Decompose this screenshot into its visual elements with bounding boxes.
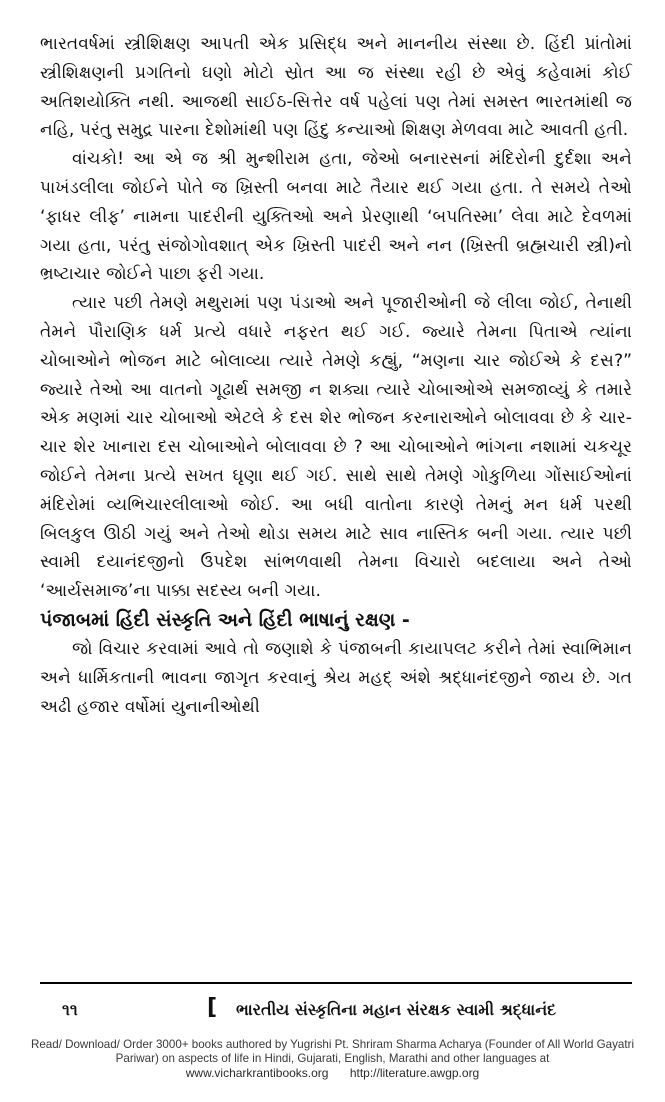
body-paragraph: ભારતવર્ષમાં સ્ત્રીશિક્ષણ આપતી એક પ્રસિદ્ધ અને માનનીય સંસ્થા છે. હિંદી પ્રાંતોમાં સ્ત્રીશિક્ષણની પ્રગતિનો ઘણો મોટો સ્રોત આ જ સંસ્થા રહી છે એવું કહેવામાં કોઈ અતિશયોક્તિ નથી. આજથી સાઈઠ-સિત્તેર વર્ષ પહેલાં પણ તેમાં સમસ્ત ભારતમાંથી જ નહિ, પરંતુ સમુદ્ર પારના દેશોમાંથી પણ હિંદુ કન્યાઓ શિક્ષણ મેળવવા માટે આવતી હતી. <box>40 34 632 141</box>
body-paragraph: જો વિચાર કરવામાં આવે તો જણાશે કે પંજાબની કાયાપલટ કરીને તેમાં સ્વાભિમાન અને ધાર્મિકતાની ભાવના જાગૃત કરવાનું શ્રેય મહદ્ અંશે શ્રદ્ધાનંદજીને જાય છે. ગત અઢી હજાર વર્ષોમાં યુનાનીઓથી <box>40 638 632 717</box>
credit-text: Read/ Download/ Order 3000+ books authored by Yugrishi Pt. Shriram Sharma Acharya (Founder of All World Gayatri Pariwar) on aspects of life in Hindi, Gujarati, English, Marathi and other languages at <box>30 1038 635 1065</box>
book-title: ભારતીય સંસ્કૃતિના મહાન સંરક્ષક સ્વામી શ્રદ્ધાનંદ <box>236 1000 557 1019</box>
footer-bracket: [ <box>207 995 218 1020</box>
page-body-text <box>40 30 632 721</box>
publisher-credit <box>30 1038 635 1080</box>
vicharkranti-link[interactable]: www.vicharkrantibooks.org <box>185 1066 329 1080</box>
footer-divider <box>40 982 632 984</box>
body-paragraph: ત્યાર પછી તેમણે મથુરામાં પણ પંડાઓ અને પૂજારીઓની જે લીલા જોઈ, તેનાથી તેમને પૌરાણિક ધર્મ પ્રત્યે વધારે નફરત થઈ ગઈ. જ્યારે તેમના પિતાએ ત્યાંના ચોબાઓને ભોજન માટે બોલાવ્યા ત્યારે તેમણે કહ્યું, “મણના ચાર જોઈએ કે દસ?” જ્યારે તેઓ આ વાતનો ગૂઢાર્થ સમજી ન શક્યા ત્યારે ચોબાઓએ સમજાવ્યું કે તમારે એક મણમાં ચાર ચોબાઓ એટલે કે દસ શેર ભોજન કરનારાઓને બોલાવવા છે કે ચાર-ચાર શેર ખાનારા દસ ચોબાઓને બોલાવવા છે ? આ ચોબાઓને ભાંગના નશામાં ચકચૂર જોઈને તેમના પ્રત્યે સખત ઘૃણા થઈ ગઈ. સાથે સાથે તેમણે ગોકુળિયા ગોંસાઈઓનાં મંદિરોમાં વ્યભિચારલીલાઓ જોઈ. આ બધી વાતોના કારણે તેમનું મન ધર્મ પરથી બિલકુલ ઊઠી ગયું અને તેઓ થોડા સમય માટે સાવ નાસ્તિક બની ગયા. ત્યાર પછી સ્વામી દયાનંદજીનો ઉપદેશ સાંભળવાથી તેમના વિચારો બદલાયા અને તેઓ ‘આર્યસમાજ’ના પાક્કા સદસ્ય બની ગયા. <box>40 293 632 602</box>
credit-links <box>30 1066 635 1080</box>
literature-awgp-link[interactable]: http://literature.awgp.org <box>349 1066 480 1080</box>
page-footer <box>40 995 632 1022</box>
page-number: ૧૧ <box>62 1000 78 1019</box>
body-paragraph: વાંચકો! આ એ જ શ્રી મુન્શીરામ હતા, જેઓ બનારસનાં મંદિરોની દુર્દશા અને પાખંડલીલા જોઈને પોતે જ ખ્રિસ્તી બનવા માટે તૈયાર થઈ ગયા હતા. તે સમયે તેઓ ‘ફાધર લીફ’ નામના પાદરીની યુક્તિઓ અને પ્રેરણાથી ‘બપતિસ્મા’ લેવા માટે દેવળમાં ગયા હતા, પરંતુ સંજોગોવશાત્ એક ખ્રિસ્તી પાદરી અને નન (ખ્રિસ્તી બ્રહ્મચારી સ્ત્રી)નો ભ્રષ્ટાચાર જોઈને પાછા ફરી ગયા. <box>40 149 632 285</box>
section-heading: પંજાબમાં હિંદી સંસ્કૃતિ અને હિંદી ભાષાનું રક્ષણ - <box>40 608 410 631</box>
